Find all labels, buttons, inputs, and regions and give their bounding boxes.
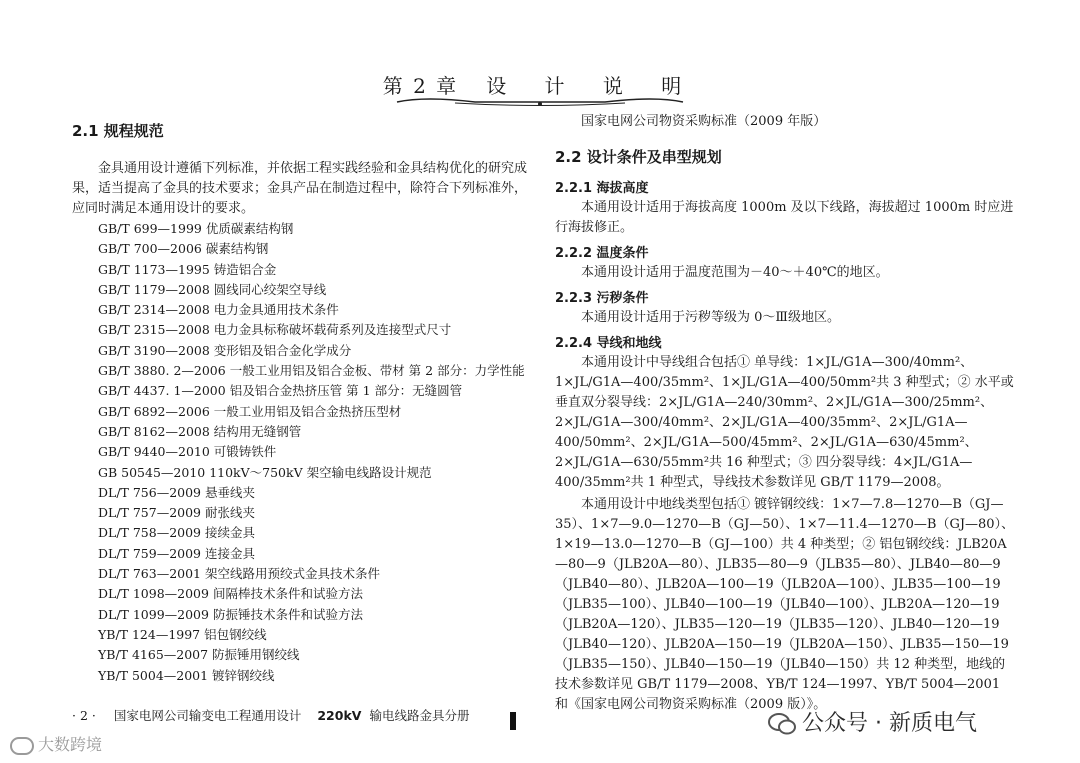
- page-number: · 2 ·: [72, 708, 96, 723]
- standard-item: GB/T 700—2006 碳素结构钢: [98, 241, 269, 257]
- chapter-title: 设 计 说 明: [486, 74, 698, 98]
- brand-logo-icon: [10, 737, 34, 755]
- standard-item: YB/T 124—1997 铝包钢绞线: [98, 626, 267, 642]
- section-2-2-2-text: 本通用设计适用于温度范围为－40～＋40℃的地区。: [581, 265, 889, 280]
- right-column: [555, 112, 1015, 715]
- section-2-2-1-text: 本通用设计适用于海拔高度 1000m 及以下线路，海拔超过 1000m 时应进行海拔修正。: [555, 200, 1014, 235]
- standard-item: GB 50545—2010 110kV～750kV 架空输电线路设计规范: [98, 464, 432, 480]
- page-footer: [72, 706, 522, 722]
- standard-item: DL/T 757—2009 耐张线夹: [98, 505, 255, 521]
- standard-item: GB/T 9440—2010 可锻铸铁件: [98, 444, 277, 460]
- continued-standard: 国家电网公司物资采购标准（2009 年版）: [581, 114, 827, 129]
- standard-item: DL/T 756—2009 悬垂线夹: [98, 484, 255, 500]
- footer-voltage: 220kV: [317, 708, 362, 723]
- section-2-2-4-title: 2.2.4 导线和地线: [555, 336, 662, 351]
- section-2-2-4-para-2: 本通用设计中地线类型包括① 镀锌钢绞线：1×7—7.8—1270—B（GJ—35）、1×7—9.0—1270—B（GJ—50）、1×7—11.4—1270—B（GJ—80）、1×19—13.0—1270—B（GJ—100）共 4 种类型；② 铝包钢绞线：JLB20A—80—9（JLB20A—80）、JLB35—80—9（JLB35—80）、JLB40—80—9（JLB40—80）、JLB20A—100—19（JLB20A—100）、JLB35—100—19（JLB35—100）、JLB40—100—19（JLB40—100）、JLB20A—120—19（JLB20A—120）、JLB35—120—19（JLB35—120）、JLB40—120—19（JLB40—120）、JLB20A—150—19（JLB20A—150）、JLB35—150—19（JLB35—150）、JLB40—150—19（JLB40—150）共 12 种类型，地线的技术参数详见 GB/T 1179—2008、YB/T 124—1997、YB/T 5004—2001 和《国家电网公司物资采购标准（2009 版）》。: [555, 497, 1015, 712]
- standard-item: DL/T 758—2009 接续金具: [98, 525, 255, 541]
- wechat-icon: [768, 713, 796, 735]
- section-2-1-intro: 金具通用设计遵循下列标准，并依据工程实践经验和金具结构优化的研究成果，适当提高了金具的技术要求；金具产品在制造过程中，除符合下列标准外，应同时满足本通用设计的要求。: [72, 161, 528, 216]
- watermark-right: [768, 706, 977, 737]
- watermark-left: [10, 732, 102, 755]
- footer-marker: [510, 712, 516, 730]
- watermark-right-text: 公众号 · 新质电气: [802, 711, 977, 736]
- standard-item: GB/T 699—1999 优质碳素结构钢: [98, 221, 294, 236]
- chapter-number: 第 2 章: [382, 74, 459, 98]
- standard-item: DL/T 763—2001 架空线路用预绞式金具技术条件: [98, 566, 380, 582]
- section-2-2-2-title: 2.2.2 温度条件: [555, 246, 649, 261]
- chapter-ornament-icon: [395, 94, 685, 108]
- watermark-left-text: 大数跨境: [38, 735, 103, 754]
- section-2-2-4-para-1: 本通用设计中导线组合包括① 单导线：1×JL/G1A—300/40mm²、1×JL/G1A—400/35mm²、1×JL/G1A—400/50mm²共 3 种型式；② 水平或垂直双分裂导线：2×JL/G1A—240/30mm²、2×JL/G1A—300/25mm²、2×JL/G1A—300/40mm²、2×JL/G1A—400/35mm²、2×JL/G1A—400/50mm²、2×JL/G1A—500/45mm²、2×JL/G1A—630/45mm²、2×JL/G1A—630/55mm²共 16 种型式；③ 四分裂导线：4×JL/G1A—400/35mm²共 1 种型式，导线技术参数详见 GB/T 1179—2008。: [555, 355, 1014, 490]
- left-column: [72, 120, 537, 686]
- standard-item: GB/T 2315—2008 电力金具标称破坏载荷系列及连接型式尺寸: [98, 322, 452, 338]
- section-2-2-title: 2.2 设计条件及串型规划: [555, 148, 722, 166]
- standard-item: GB/T 8162—2008 结构用无缝钢管: [98, 423, 302, 439]
- standards-list: [72, 219, 537, 686]
- standard-item: YB/T 4165—2007 防振锤用钢绞线: [98, 647, 300, 663]
- standard-item: GB/T 1173—1995 铸造铝合金: [98, 261, 277, 277]
- standard-item: GB/T 3190—2008 变形铝及铝合金化学成分: [98, 342, 352, 358]
- section-2-2-3-title: 2.2.3 污秽条件: [555, 291, 649, 306]
- standard-item: YB/T 5004—2001 镀锌钢绞线: [98, 667, 275, 683]
- standard-item: DL/T 759—2009 连接金具: [98, 545, 255, 561]
- standard-item: DL/T 1099—2009 防振锤技术条件和试验方法: [98, 606, 363, 622]
- standard-item: GB/T 6892—2006 一般工业用铝及铝合金热挤压型材: [98, 403, 402, 419]
- footer-series: 国家电网公司输变电工程通用设计: [113, 708, 302, 723]
- standard-item: GB/T 1179—2008 圆线同心绞架空导线: [98, 281, 327, 297]
- standard-item: DL/T 1098—2009 间隔棒技术条件和试验方法: [98, 586, 363, 602]
- section-2-1-title: 2.1 规程规范: [72, 122, 164, 140]
- standard-item: GB/T 4437. 1—2000 铝及铝合金热挤压管 第 1 部分：无缝圆管: [98, 383, 463, 399]
- footer-volume: 输电线路金具分册: [369, 708, 470, 723]
- section-2-2-1-title: 2.2.1 海拔高度: [555, 181, 649, 196]
- standard-item: GB/T 2314—2008 电力金具通用技术条件: [98, 302, 339, 318]
- standard-item: GB/T 3880. 2—2006 一般工业用铝及铝合金板、带材 第 2 部分：力学性能: [98, 363, 525, 379]
- section-2-2-3-text: 本通用设计适用于污秽等级为 0～Ⅲ级地区。: [581, 310, 840, 325]
